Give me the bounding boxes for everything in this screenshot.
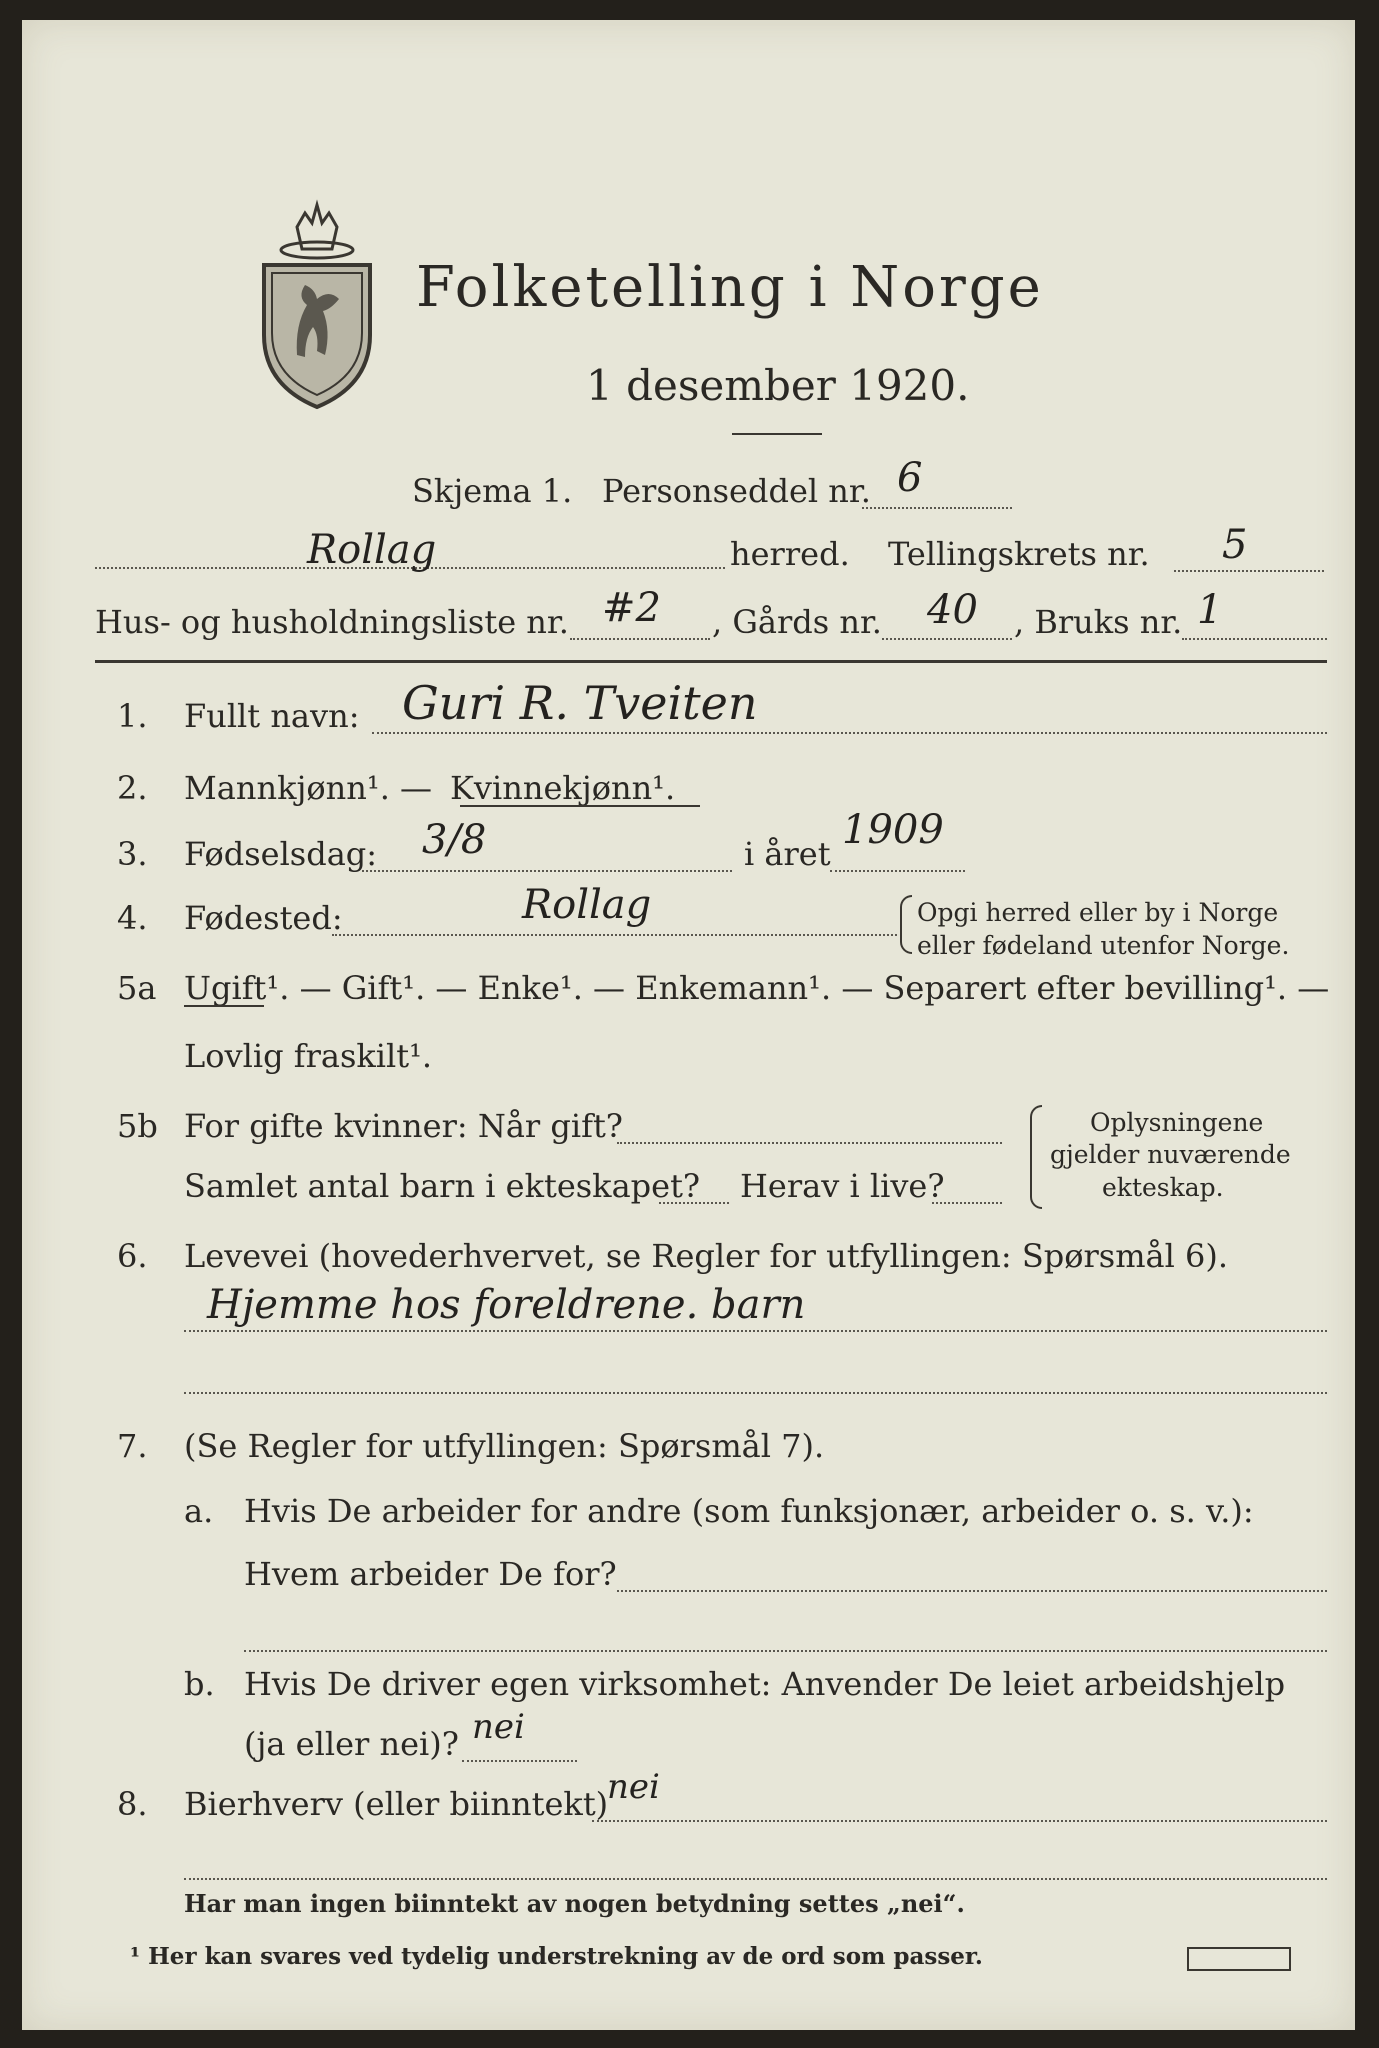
holding-number-label: , Bruks nr. — [1014, 603, 1183, 641]
children-line — [659, 1202, 729, 1204]
q7b-marker: b. — [184, 1665, 215, 1703]
q5a-options-cont: Lovlig fraskilt¹. — [184, 1037, 433, 1075]
farm-number-label: , Gårds nr. — [712, 603, 882, 641]
full-name-line — [372, 732, 1327, 734]
side-income-line-2 — [184, 1878, 1327, 1880]
q2-number: 2. — [117, 769, 148, 807]
q3-year-label: i året — [744, 835, 831, 873]
hired-help-line — [462, 1760, 577, 1762]
q5a-number: 5a — [117, 969, 157, 1007]
q8-label: Bierhverv (eller biinntekt) — [184, 1785, 609, 1823]
q1-number: 1. — [117, 697, 148, 735]
schema-label: Skjema 1. — [412, 472, 573, 510]
birth-year-line — [830, 870, 965, 872]
q7-number: 7. — [117, 1427, 148, 1465]
footnote: ¹ Her kan svares ved tydelig understrekning av de ord som passer. — [130, 1943, 983, 1970]
municipality-value: Rollag — [307, 527, 437, 573]
unmarried-underline — [184, 1005, 264, 1007]
birth-year-value: 1909 — [842, 807, 944, 853]
birthplace-line — [332, 934, 897, 936]
title-divider — [732, 433, 822, 435]
occupation-line-2 — [184, 1392, 1327, 1394]
person-slip-number: 6 — [897, 455, 923, 501]
birth-date-value: 3/8 — [422, 817, 487, 863]
full-name-value: Guri R. Tveiten — [402, 676, 758, 730]
q7a-marker: a. — [184, 1492, 214, 1530]
printer-stamp — [1187, 1947, 1291, 1971]
employer-line-2 — [244, 1650, 1327, 1652]
q6-number: 6. — [117, 1237, 148, 1275]
holding-number-value: 1 — [1197, 587, 1223, 633]
alive-line — [932, 1202, 1002, 1204]
q7a-text: Hvis De arbeider for andre (som funksjonær, arbeider o. s. v.): — [244, 1492, 1254, 1530]
household-list-line — [570, 638, 710, 640]
census-district-label: Tellingskrets nr. — [888, 535, 1150, 573]
form-title: Folketelling i Norge — [416, 255, 1044, 320]
occupation-line-1 — [184, 1330, 1327, 1332]
birth-date-line — [362, 870, 732, 872]
q7b-text: Hvis De driver egen virksomhet: Anvender De leiet arbeidshjelp — [244, 1665, 1286, 1703]
q5b-children-label: Samlet antal barn i ekteskapet? — [184, 1167, 701, 1205]
hired-help-value: nei — [472, 1707, 525, 1747]
municipality-label: herred. — [730, 535, 850, 573]
employer-line-1 — [617, 1590, 1327, 1592]
census-district-line — [1174, 570, 1324, 572]
q3-label: Fødselsdag: — [184, 835, 378, 873]
q5b-number: 5b — [117, 1107, 158, 1145]
female-underline — [460, 805, 700, 807]
q7b-question: (ja eller nei)? — [244, 1725, 459, 1763]
side-income-value: nei — [607, 1767, 660, 1807]
no-income-note: Har man ingen biinntekt av nogen betydning settes „nei“. — [184, 1889, 965, 1918]
q2-male-option: Mannkjønn¹. — — [184, 769, 433, 807]
header-divider — [95, 660, 1327, 663]
coat-of-arms-emblem — [252, 195, 382, 410]
person-slip-line — [862, 507, 1012, 509]
holding-number-line — [1182, 638, 1327, 640]
side-income-line-1 — [592, 1820, 1327, 1822]
farm-number-line — [882, 638, 1012, 640]
marriage-note-line1: Oplysningene — [1090, 1108, 1264, 1137]
q6-label: Levevei (hovederhvervet, se Regler for utfyllingen: Spørsmål 6). — [184, 1237, 1229, 1275]
marriage-note-line2: gjelder nuværende — [1050, 1140, 1291, 1169]
q7a-employer-label: Hvem arbeider De for? — [244, 1555, 617, 1593]
farm-number-value: 40 — [927, 587, 978, 633]
form-date: 1 desember 1920. — [586, 361, 970, 410]
q5a-options: Ugift¹. — Gift¹. — Enke¹. — Enkemann¹. — Separert efter bevilling¹. — — [184, 969, 1330, 1007]
q3-number: 3. — [117, 835, 148, 873]
birthplace-note-line1: Opgi herred eller by i Norge — [917, 898, 1279, 927]
q4-label: Fødested: — [184, 899, 343, 937]
q8-number: 8. — [117, 1785, 148, 1823]
q4-number: 4. — [117, 899, 148, 937]
birthplace-note-line2: eller fødeland utenfor Norge. — [917, 931, 1290, 960]
census-district-value: 5 — [1222, 522, 1248, 568]
person-slip-label: Personseddel nr. — [602, 472, 871, 510]
household-list-value: #2 — [602, 585, 661, 631]
q5b-label: For gifte kvinner: Når gift? — [184, 1107, 623, 1145]
q2-female-option: Kvinnekjønn¹. — [450, 769, 676, 807]
household-list-label: Hus- og husholdningsliste nr. — [95, 603, 569, 641]
birthplace-value: Rollag — [522, 882, 652, 928]
marriage-note-brace — [1030, 1105, 1042, 1209]
occupation-value: Hjemme hos foreldrene. barn — [207, 1282, 806, 1328]
marriage-note-line3: ekteskap. — [1102, 1173, 1224, 1202]
census-form — [22, 20, 1355, 2030]
birthplace-note-brace — [900, 895, 912, 954]
marriage-date-line — [617, 1142, 1002, 1144]
q7-label: (Se Regler for utfyllingen: Spørsmål 7). — [184, 1427, 825, 1465]
q5b-alive-label: Herav i live? — [740, 1167, 945, 1205]
q1-label: Fullt navn: — [184, 697, 360, 735]
